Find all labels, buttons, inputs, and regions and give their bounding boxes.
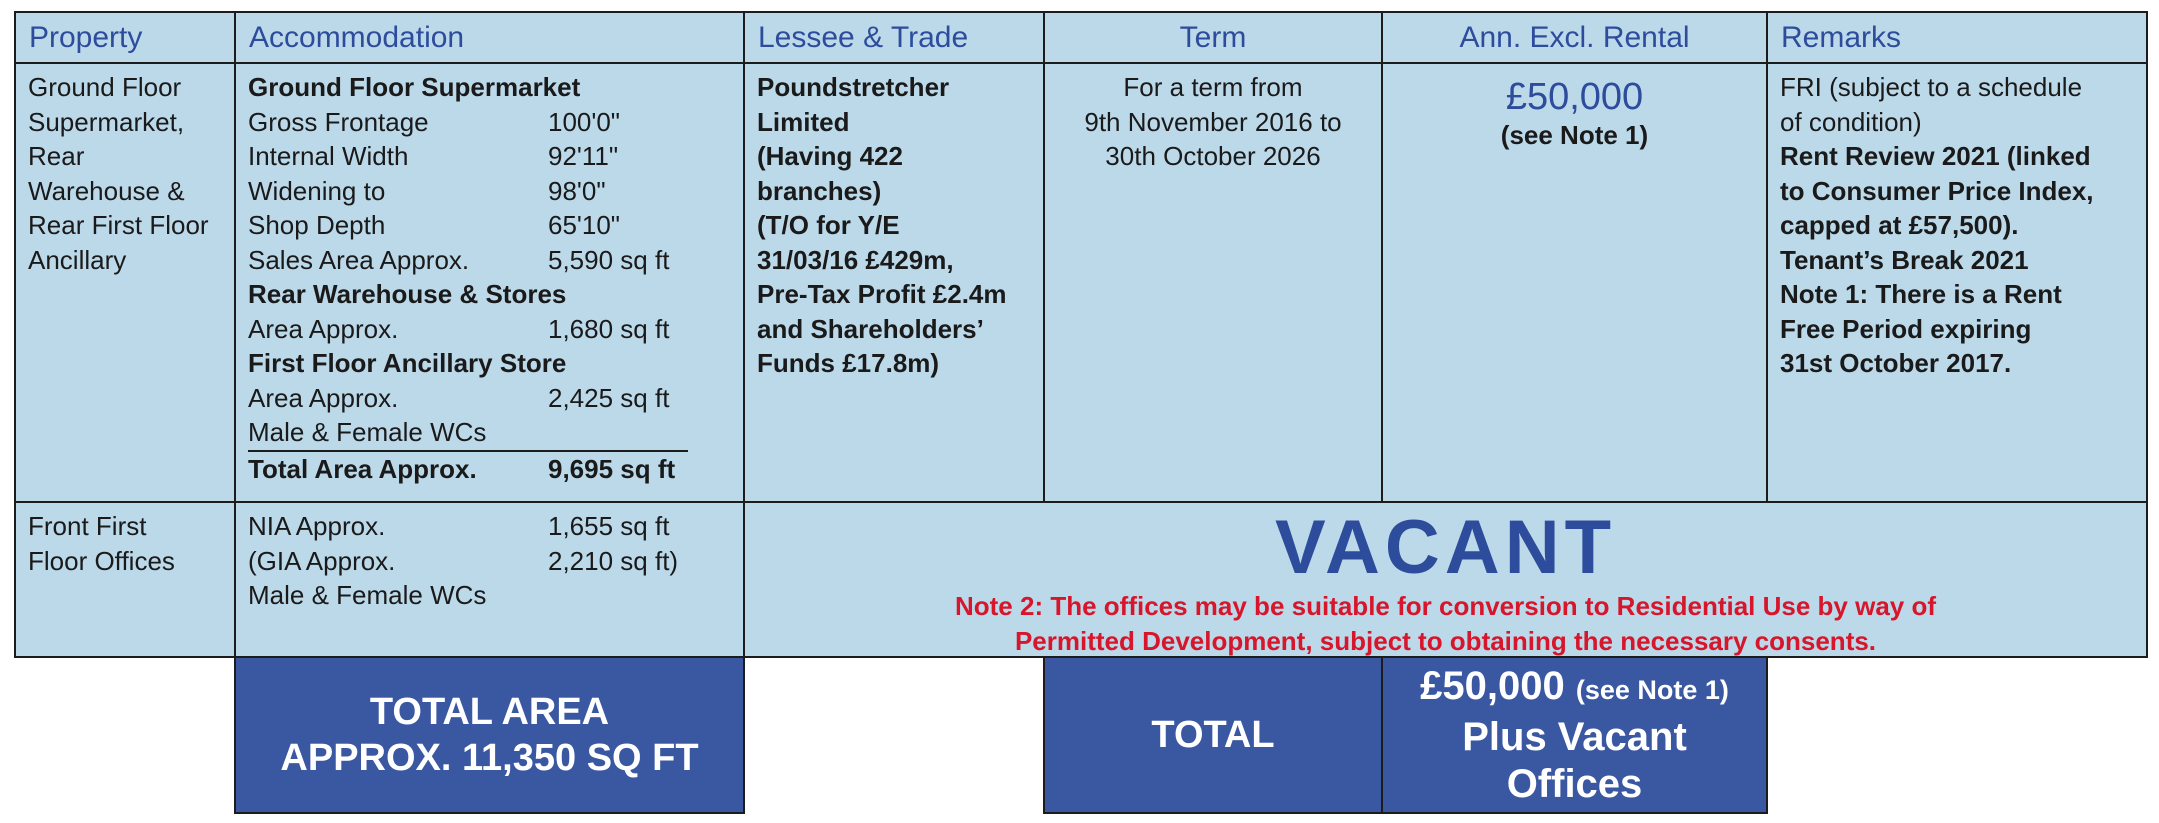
lessee-line: and Shareholders’ [757,313,984,344]
row2-property [14,501,236,658]
total-rent-box [1381,656,1768,814]
remarks-line: Note 1: There is a Rent [1780,279,2062,309]
item-value: 65'10" [548,210,621,240]
item-value: 1,655 sq ft [548,511,670,541]
total-rent-line: Plus Vacant [1462,714,1687,759]
item-value: 1,680 sq ft [548,313,670,344]
accommodation-item [248,243,731,278]
lessee-line: Pre-Tax Profit £2.4m [757,279,1007,309]
row1-term [1043,62,1383,503]
note2-line: Note 2: The offices may be suitable for conversion to Residential Use by way of [954,591,1937,621]
section-title: Ground Floor Supermarket [248,72,581,102]
item-label: Sales Area Approx. [248,244,470,275]
remarks-line: Tenant’s Break 2021 [1780,244,2029,275]
total-area-line: APPROX. 11,350 SQ FT [280,737,699,779]
section-title: First Floor Ancillary Store [248,348,567,378]
total-label: TOTAL [1151,713,1275,756]
accommodation-item [248,105,731,140]
lessee-line: Poundstretcher [757,72,950,102]
row1-property-line: Rear [28,141,85,171]
note2-line: Permitted Development, subject to obtaining the necessary consents. [1014,626,1877,656]
rental-note: (see Note 1) [1500,120,1649,150]
row1-lessee [743,62,1045,503]
total-value: 9,695 sq ft [548,453,676,484]
total-rent-line: Offices [1506,761,1643,806]
accommodation-item [248,381,731,416]
item-label: Shop Depth [248,210,386,240]
term-line: 30th October 2026 [1105,141,1321,171]
remarks-line: capped at £57,500). [1780,210,2019,240]
remarks-line: 31st October 2017. [1780,348,2012,378]
wcs-text: Male & Female WCs [248,417,487,447]
total-area-line: TOTAL AREA [369,691,610,733]
wcs-text: Male & Female WCs [248,580,487,610]
accommodation-item [248,208,731,243]
vacant-label: VACANT [1274,505,1616,590]
row2-property-line: Front First [28,511,147,541]
row2-vacant [743,501,2148,658]
header-rental: Ann. Excl. Rental [1381,11,1768,64]
row1-property [14,62,236,503]
row1-property-line: Ground Floor [28,72,182,102]
remarks-line: FRI (subject to a schedule [1780,72,2083,102]
row2-property-line: Floor Offices [28,545,175,576]
accommodation-item [248,139,731,174]
total-rent-note: (see Note 1) [1575,674,1729,705]
row1-property-line: Warehouse & [28,175,185,206]
lessee-line: (T/O for Y/E [757,210,900,240]
accommodation-item [248,174,731,209]
lessee-line: Funds £17.8m) [757,348,940,378]
item-label: NIA Approx. [248,511,386,541]
lessee-line: (Having 422 [757,141,903,171]
term-line: For a term from [1123,72,1303,102]
item-label: (GIA Approx. [248,545,396,576]
total-area-box [234,656,745,814]
item-value: 5,590 sq ft [548,244,670,275]
row1-property-line: Supermarket, [28,106,185,137]
total-rent-amount: £50,000 [1420,663,1565,708]
item-label: Widening to [248,175,386,206]
row1-property-line: Rear First Floor [28,210,209,240]
row1-rental [1381,62,1768,503]
header-term: Term [1043,11,1383,64]
remarks-line: Free Period expiring [1780,313,2032,344]
total-label: Total Area Approx. [248,453,477,484]
lessee-line: 31/03/16 £429m, [757,244,954,275]
item-label: Area Approx. [248,382,399,413]
row2-accommodation [234,501,745,658]
item-label: Area Approx. [248,313,399,344]
header-remarks: Remarks [1766,11,2148,64]
row1-property-line: Ancillary [28,244,127,275]
accommodation-item [248,312,731,347]
header-lessee-trade: Lessee & Trade [743,11,1045,64]
item-value: 98'0" [548,175,606,206]
item-label: Internal Width [248,141,409,171]
accommodation-item [248,544,731,579]
row1-accommodation [234,62,745,503]
total-label-box [1043,656,1383,814]
term-line: 9th November 2016 to [1084,106,1342,137]
remarks-line: Rent Review 2021 (linked [1780,141,2091,171]
accommodation-total [248,452,731,487]
remarks-line: to Consumer Price Index, [1780,175,2094,206]
item-value: 100'0" [548,106,621,137]
header-property: Property [14,11,236,64]
lessee-line: branches) [757,175,882,206]
section-title: Rear Warehouse & Stores [248,279,567,309]
rental-amount: £50,000 [1505,76,1644,118]
lessee-line: Limited [757,106,850,137]
accommodation-item [248,509,731,544]
header-accommodation: Accommodation [234,11,745,64]
item-value: 2,425 sq ft [548,382,670,413]
item-value: 2,210 sq ft) [548,545,679,576]
remarks-line: of condition) [1780,106,1922,137]
row1-remarks [1766,62,2148,503]
item-label: Gross Frontage [248,106,429,137]
item-value: 92'11" [548,141,619,171]
